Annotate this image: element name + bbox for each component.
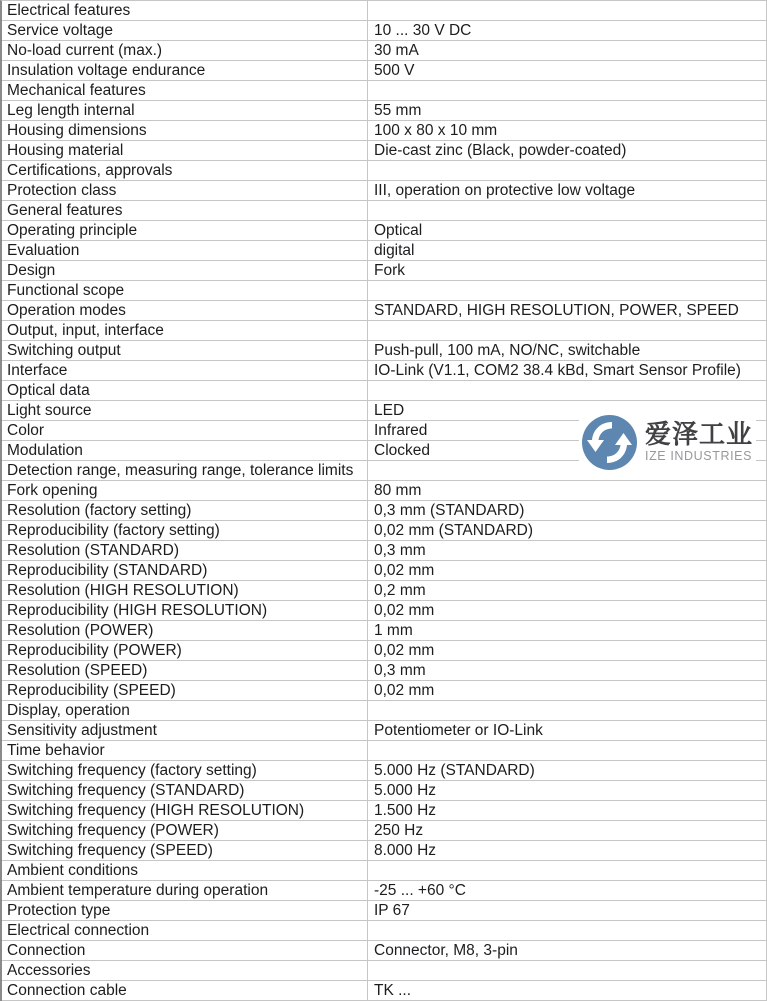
spec-label: Insulation voltage endurance <box>2 61 368 80</box>
spec-label: Resolution (POWER) <box>2 621 368 640</box>
spec-label: Switching frequency (POWER) <box>2 821 368 840</box>
spec-label: Light source <box>2 401 368 420</box>
spec-value: 500 V <box>374 62 415 79</box>
table-row <box>2 721 766 741</box>
spec-value: 5.000 Hz (STANDARD) <box>374 762 535 779</box>
spec-label: Reproducibility (factory setting) <box>2 521 368 540</box>
spec-label: Resolution (STANDARD) <box>2 541 368 560</box>
spec-label: Resolution (HIGH RESOLUTION) <box>2 581 368 600</box>
spec-value <box>368 381 766 400</box>
spec-value <box>368 961 766 980</box>
spec-label: Operating principle <box>2 221 368 240</box>
spec-value: -25 ... +60 °C <box>374 882 466 899</box>
table-row <box>2 661 766 681</box>
table-row <box>2 501 766 521</box>
ize-watermark <box>579 412 756 472</box>
table-row <box>2 21 766 41</box>
spec-value: Clocked <box>374 442 430 459</box>
table-row <box>2 181 766 201</box>
table-row <box>2 61 766 81</box>
spec-value: 1 mm <box>374 622 413 639</box>
section-title: Optical data <box>2 381 368 400</box>
spec-value: 0,3 mm (STANDARD) <box>374 502 525 519</box>
table-row <box>2 141 766 161</box>
spec-value <box>368 281 766 300</box>
spec-label: Resolution (factory setting) <box>2 501 368 520</box>
spec-label: Protection type <box>2 901 368 920</box>
section-row <box>2 921 766 941</box>
spec-value <box>368 741 766 760</box>
spec-value: 100 x 80 x 10 mm <box>374 122 498 139</box>
spec-value: 8.000 Hz <box>374 842 437 859</box>
spec-label: Switching frequency (HIGH RESOLUTION) <box>2 801 368 820</box>
spec-label: Housing dimensions <box>2 121 368 140</box>
spec-value: 80 mm <box>374 482 422 499</box>
spec-value: 1.500 Hz <box>374 802 437 819</box>
spec-label: Color <box>2 421 368 440</box>
section-row <box>2 741 766 761</box>
spec-value: IO-Link (V1.1, COM2 38.4 kBd, Smart Sensor Profile) <box>374 362 741 379</box>
spec-label: Reproducibility (HIGH RESOLUTION) <box>2 601 368 620</box>
spec-value: Fork <box>374 262 405 279</box>
section-title: Ambient conditions <box>2 861 368 880</box>
section-row <box>2 201 766 221</box>
table-row <box>2 601 766 621</box>
spec-label: Reproducibility (STANDARD) <box>2 561 368 580</box>
spec-value: 0,02 mm <box>374 682 435 699</box>
spec-value: Push-pull, 100 mA, NO/NC, switchable <box>374 342 641 359</box>
section-title: Electrical features <box>2 1 368 20</box>
section-title: Accessories <box>2 961 368 980</box>
spec-label: Sensitivity adjustment <box>2 721 368 740</box>
spec-label: Protection class <box>2 181 368 200</box>
table-row <box>2 361 766 381</box>
spec-value: 0,02 mm (STANDARD) <box>374 522 534 539</box>
spec-value: 250 Hz <box>374 822 424 839</box>
table-row <box>2 761 766 781</box>
spec-value: III, operation on protective low voltage <box>374 182 636 199</box>
spec-label: Reproducibility (POWER) <box>2 641 368 660</box>
spec-label: Modulation <box>2 441 368 460</box>
section-row <box>2 161 766 181</box>
section-row <box>2 281 766 301</box>
spec-value: Potentiometer or IO-Link <box>374 722 543 739</box>
section-title: Output, input, interface <box>2 321 368 340</box>
spec-value <box>368 701 766 720</box>
spec-label: No-load current (max.) <box>2 41 368 60</box>
section-title: Display, operation <box>2 701 368 720</box>
section-row <box>2 961 766 981</box>
watermark-brand-en: IZE INDUSTRIES <box>645 449 753 463</box>
spec-label: Switching output <box>2 341 368 360</box>
spec-value <box>368 921 766 940</box>
spec-label: Interface <box>2 361 368 380</box>
spec-label: Fork opening <box>2 481 368 500</box>
spec-label: Switching frequency (STANDARD) <box>2 781 368 800</box>
spec-label: Switching frequency (factory setting) <box>2 761 368 780</box>
spec-value: Connector, M8, 3-pin <box>374 942 518 959</box>
spec-label: Service voltage <box>2 21 368 40</box>
section-row <box>2 81 766 101</box>
table-row <box>2 541 766 561</box>
table-row <box>2 621 766 641</box>
section-row <box>2 321 766 341</box>
section-title: Certifications, approvals <box>2 161 368 180</box>
section-row <box>2 701 766 721</box>
section-title: Mechanical features <box>2 81 368 100</box>
spec-label: Connection cable <box>2 981 368 1000</box>
table-row <box>2 641 766 661</box>
spec-value: Optical <box>374 222 423 239</box>
spec-label: Operation modes <box>2 301 368 320</box>
spec-value: STANDARD, HIGH RESOLUTION, POWER, SPEED <box>374 302 739 319</box>
table-row <box>2 261 766 281</box>
table-row <box>2 801 766 821</box>
spec-label: Switching frequency (SPEED) <box>2 841 368 860</box>
spec-value: IP 67 <box>374 902 410 919</box>
table-row <box>2 821 766 841</box>
spec-value: 0,02 mm <box>374 602 435 619</box>
spec-label: Evaluation <box>2 241 368 260</box>
spec-value <box>368 201 766 220</box>
table-row <box>2 41 766 61</box>
spec-value <box>368 81 766 100</box>
spec-value: 0,02 mm <box>374 642 435 659</box>
table-row <box>2 781 766 801</box>
spec-label: Resolution (SPEED) <box>2 661 368 680</box>
table-row <box>2 681 766 701</box>
spec-value: 0,02 mm <box>374 562 435 579</box>
section-title: Time behavior <box>2 741 368 760</box>
section-row <box>2 381 766 401</box>
section-title: Detection range, measuring range, tolerance limits <box>2 461 368 480</box>
table-row <box>2 121 766 141</box>
spec-value: digital <box>374 242 415 259</box>
spec-value <box>368 161 766 180</box>
table-row <box>2 581 766 601</box>
table-row <box>2 561 766 581</box>
table-row <box>2 841 766 861</box>
spec-value: LED <box>374 402 405 419</box>
spec-label: Connection <box>2 941 368 960</box>
circular-arrows-icon <box>582 415 637 470</box>
spec-value: 0,3 mm <box>374 542 426 559</box>
spec-label: Ambient temperature during operation <box>2 881 368 900</box>
spec-label: Leg length internal <box>2 101 368 120</box>
watermark-text <box>645 420 753 464</box>
section-row <box>2 861 766 881</box>
spec-value: 30 mA <box>374 42 419 59</box>
spec-value <box>368 861 766 880</box>
spec-value: TK ... <box>374 982 412 999</box>
table-row <box>2 101 766 121</box>
spec-value <box>368 321 766 340</box>
spec-value: Die-cast zinc (Black, powder-coated) <box>374 142 627 159</box>
table-row <box>2 301 766 321</box>
section-title: General features <box>2 201 368 220</box>
spec-value: 0,3 mm <box>374 662 426 679</box>
spec-label: Reproducibility (SPEED) <box>2 681 368 700</box>
table-row <box>2 901 766 921</box>
table-row <box>2 981 766 1001</box>
table-row <box>2 481 766 501</box>
spec-value: Infrared <box>374 422 428 439</box>
table-row <box>2 881 766 901</box>
spec-label: Housing material <box>2 141 368 160</box>
table-row <box>2 521 766 541</box>
spec-label: Design <box>2 261 368 280</box>
spec-value: 10 ... 30 V DC <box>374 22 472 39</box>
section-title: Electrical connection <box>2 921 368 940</box>
spec-value <box>368 1 766 20</box>
spec-value: 5.000 Hz <box>374 782 437 799</box>
table-row <box>2 241 766 261</box>
spec-value: 0,2 mm <box>374 582 426 599</box>
table-row <box>2 941 766 961</box>
table-row <box>2 221 766 241</box>
watermark-brand-cn: 爱泽工业 <box>645 419 754 449</box>
spec-table-body <box>2 1 766 1001</box>
table-row <box>2 341 766 361</box>
section-row <box>2 1 766 21</box>
section-title: Functional scope <box>2 281 368 300</box>
spec-value: 55 mm <box>374 102 422 119</box>
